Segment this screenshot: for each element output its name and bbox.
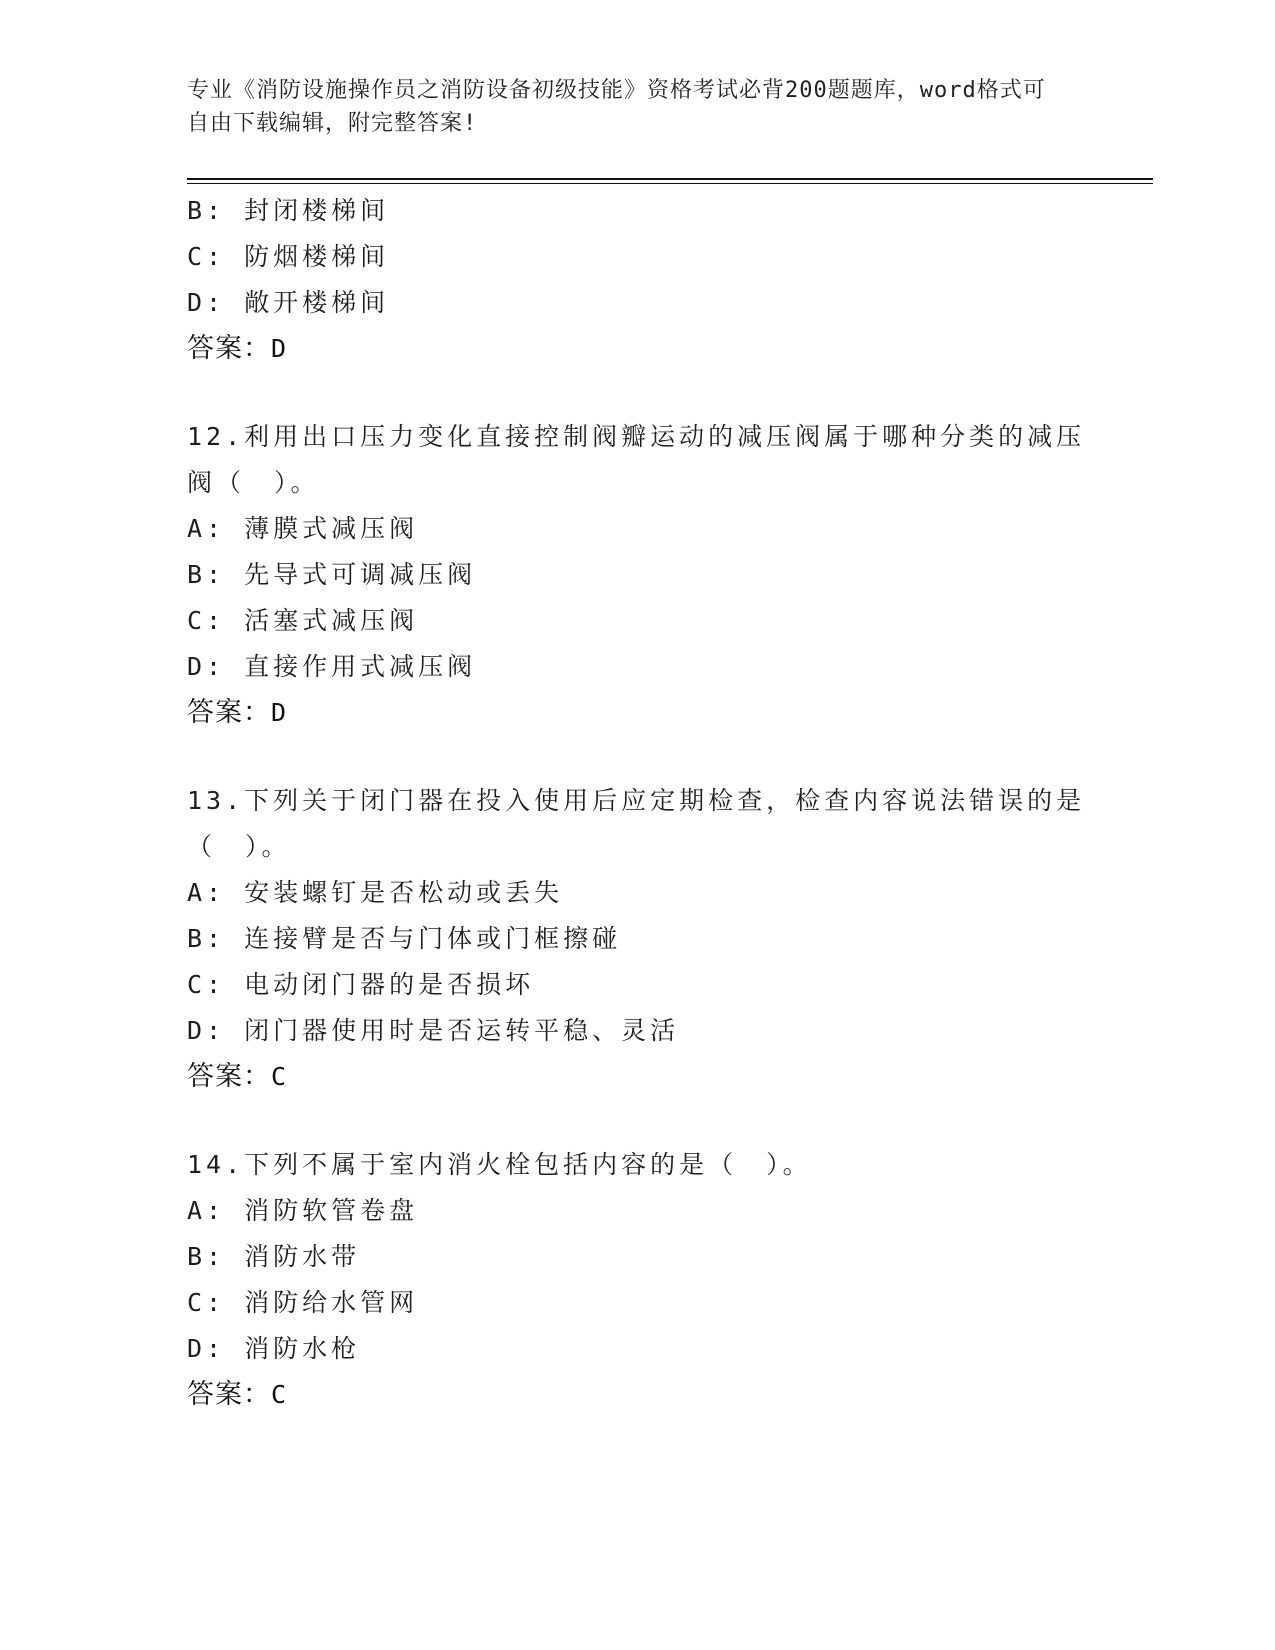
option-text: 活塞式减压阀	[244, 606, 419, 635]
question-text-line-1: 12.利用出口压力变化直接控制阀瓣运动的减压阀属于哪种分类的减压	[187, 422, 1086, 451]
option-label: B:	[187, 1242, 226, 1271]
question-text-line-1: 14.下列不属于室内消火栓包括内容的是（ ）。	[187, 1150, 812, 1179]
option-text: 闭门器使用时是否运转平稳、灵活	[244, 1016, 680, 1045]
question-12	[187, 414, 1087, 736]
option-a	[187, 1188, 1087, 1234]
option-label: A:	[187, 878, 226, 907]
option-c	[187, 962, 1087, 1008]
option-text: 防烟楼梯间	[244, 242, 390, 271]
option-d	[187, 1008, 1087, 1054]
answer-label: 答案：	[187, 697, 271, 728]
page-header-title: 专业《消防设施操作员之消防设备初级技能》资格考试必背200题题库，word格式可自由下载编辑，附完整答案!	[187, 78, 1046, 136]
option-text: 电动闭门器的是否损坏	[244, 970, 535, 999]
header-rule-thin	[187, 183, 1153, 184]
question-text-line-1: 13.下列关于闭门器在投入使用后应定期检查，检查内容说法错误的是	[187, 786, 1086, 815]
option-c	[187, 1280, 1087, 1326]
spacer	[187, 1100, 1087, 1142]
option-label: D:	[187, 288, 226, 317]
option-c	[187, 598, 1087, 644]
option-b	[187, 1234, 1087, 1280]
option-text: 安装螺钉是否松动或丢失	[244, 878, 564, 907]
option-a	[187, 506, 1087, 552]
option-b	[187, 188, 1087, 234]
question-list	[187, 188, 1087, 1418]
option-c	[187, 234, 1087, 280]
answer-label: 答案：	[187, 1061, 271, 1092]
answer-value: D	[271, 334, 288, 363]
answer-label: 答案：	[187, 333, 271, 364]
answer-line	[187, 1054, 1087, 1100]
option-text: 消防软管卷盘	[244, 1196, 419, 1225]
answer-line	[187, 326, 1087, 372]
option-text: 消防水枪	[244, 1334, 361, 1363]
option-label: D:	[187, 652, 226, 681]
option-text: 封闭楼梯间	[244, 196, 390, 225]
answer-label: 答案：	[187, 1379, 271, 1410]
answer-value: D	[271, 698, 288, 727]
spacer	[187, 736, 1087, 778]
answer-line	[187, 1372, 1087, 1418]
option-label: B:	[187, 560, 226, 589]
option-text: 先导式可调减压阀	[244, 560, 477, 589]
question-14	[187, 1142, 1087, 1418]
option-a	[187, 870, 1087, 916]
option-label: B:	[187, 924, 226, 953]
option-label: A:	[187, 1196, 226, 1225]
option-text: 敞开楼梯间	[244, 288, 390, 317]
question-13	[187, 778, 1087, 1100]
option-label: B:	[187, 196, 226, 225]
option-label: C:	[187, 1288, 226, 1317]
answer-value: C	[271, 1062, 288, 1091]
option-d	[187, 1326, 1087, 1372]
option-label: C:	[187, 970, 226, 999]
answer-line	[187, 690, 1087, 736]
option-text: 薄膜式减压阀	[244, 514, 419, 543]
option-b	[187, 552, 1087, 598]
option-d	[187, 644, 1087, 690]
option-label: D:	[187, 1334, 226, 1363]
header-rule-thick	[187, 178, 1153, 180]
question-text-line-2: （ ）。	[187, 832, 291, 861]
option-text: 消防水带	[244, 1242, 361, 1271]
option-text: 连接臂是否与门体或门框擦碰	[244, 924, 622, 953]
question-11-continued	[187, 188, 1087, 372]
option-label: C:	[187, 606, 226, 635]
option-label: D:	[187, 1016, 226, 1045]
question-text-line-2: 阀（ ）。	[187, 468, 320, 497]
option-label: C:	[187, 242, 226, 271]
answer-value: C	[271, 1380, 288, 1409]
option-text: 直接作用式减压阀	[244, 652, 477, 681]
option-text: 消防给水管网	[244, 1288, 419, 1317]
option-d	[187, 280, 1087, 326]
spacer	[187, 372, 1087, 414]
option-b	[187, 916, 1087, 962]
option-label: A:	[187, 514, 226, 543]
